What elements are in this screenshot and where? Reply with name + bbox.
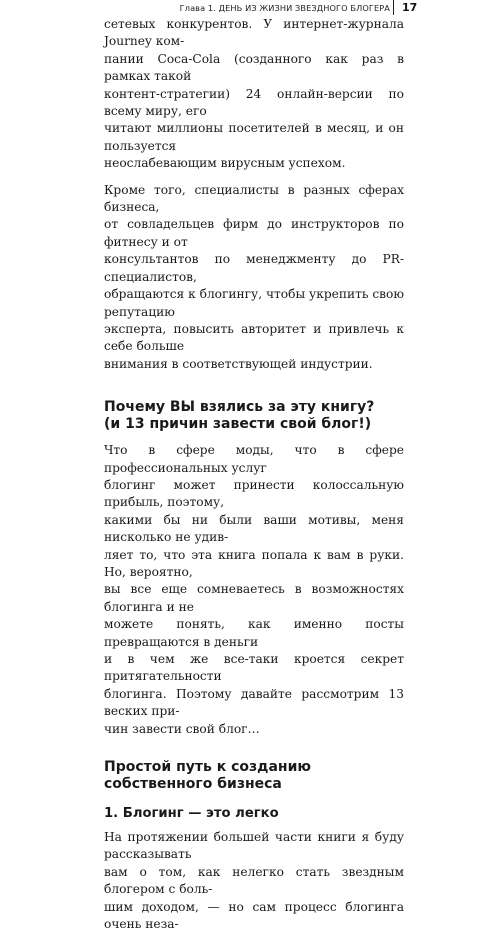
paragraph-3: Что в сфере моды, что в сфере профессиональных услуг блогинг может принести колоссальную прибыль, поэтому, какими бы ни были ваши мотивы, меня нисколько не удив- ляет то, что эта книга попала к вам в руки. Но, вероятно, вы все еще сомневаетесь в возможностях блогинга и не можете понять, как именно посты превращаются в деньги и в чем же все-таки кроется секрет притягательности блогинга. Поэтому давайте рассмотрим 13 веских при- чин завести свой блог… [104,443,404,736]
running-title: Глава 1. ДЕНЬ ИЗ ЖИЗНИ ЗВЕЗДНОГО БЛОГЕРА [179,3,390,13]
section-heading-why-this-book: Почему ВЫ взялись за эту книгу? (и 13 причин завести свой блог!) [104,399,375,433]
subheading-blogging-is-easy: 1. Блогинг — это легко [104,806,279,822]
paragraph-4: На протяжении большей части книги я буду рассказывать вам о том, как нелегко стать звездным блогером с боль- шим доходом, — но сам процесс блогинга очень неза- [104,830,404,932]
page-number: 17 [402,1,418,14]
page-body [104,16,404,933]
paragraph-1: сетевых конкурентов. У интернет-журнала Journey ком- пании Coca-Cola (созданного как раз в рамках такой контент-стратегии) 24 онлайн-версии по всему миру, его читают миллионы посетителей в месяц, и он пользуется неослабевающим вирусным успехом. [104,17,404,171]
header-divider [393,0,394,15]
section-heading-own-business: Простой путь к созданию собственного бизнеса [104,759,311,793]
paragraph-2: Кроме того, специалисты в разных сферах бизнеса, от совладельцев фирм до инструкторов по фитнесу и от консультантов по менеджменту до PR-специалистов, обращаются к блогингу, чтобы укрепить свою репутацию эксперта, повысить авторитет и привлечь к себе больше внимания в соответствующей индустрии. [104,182,404,371]
